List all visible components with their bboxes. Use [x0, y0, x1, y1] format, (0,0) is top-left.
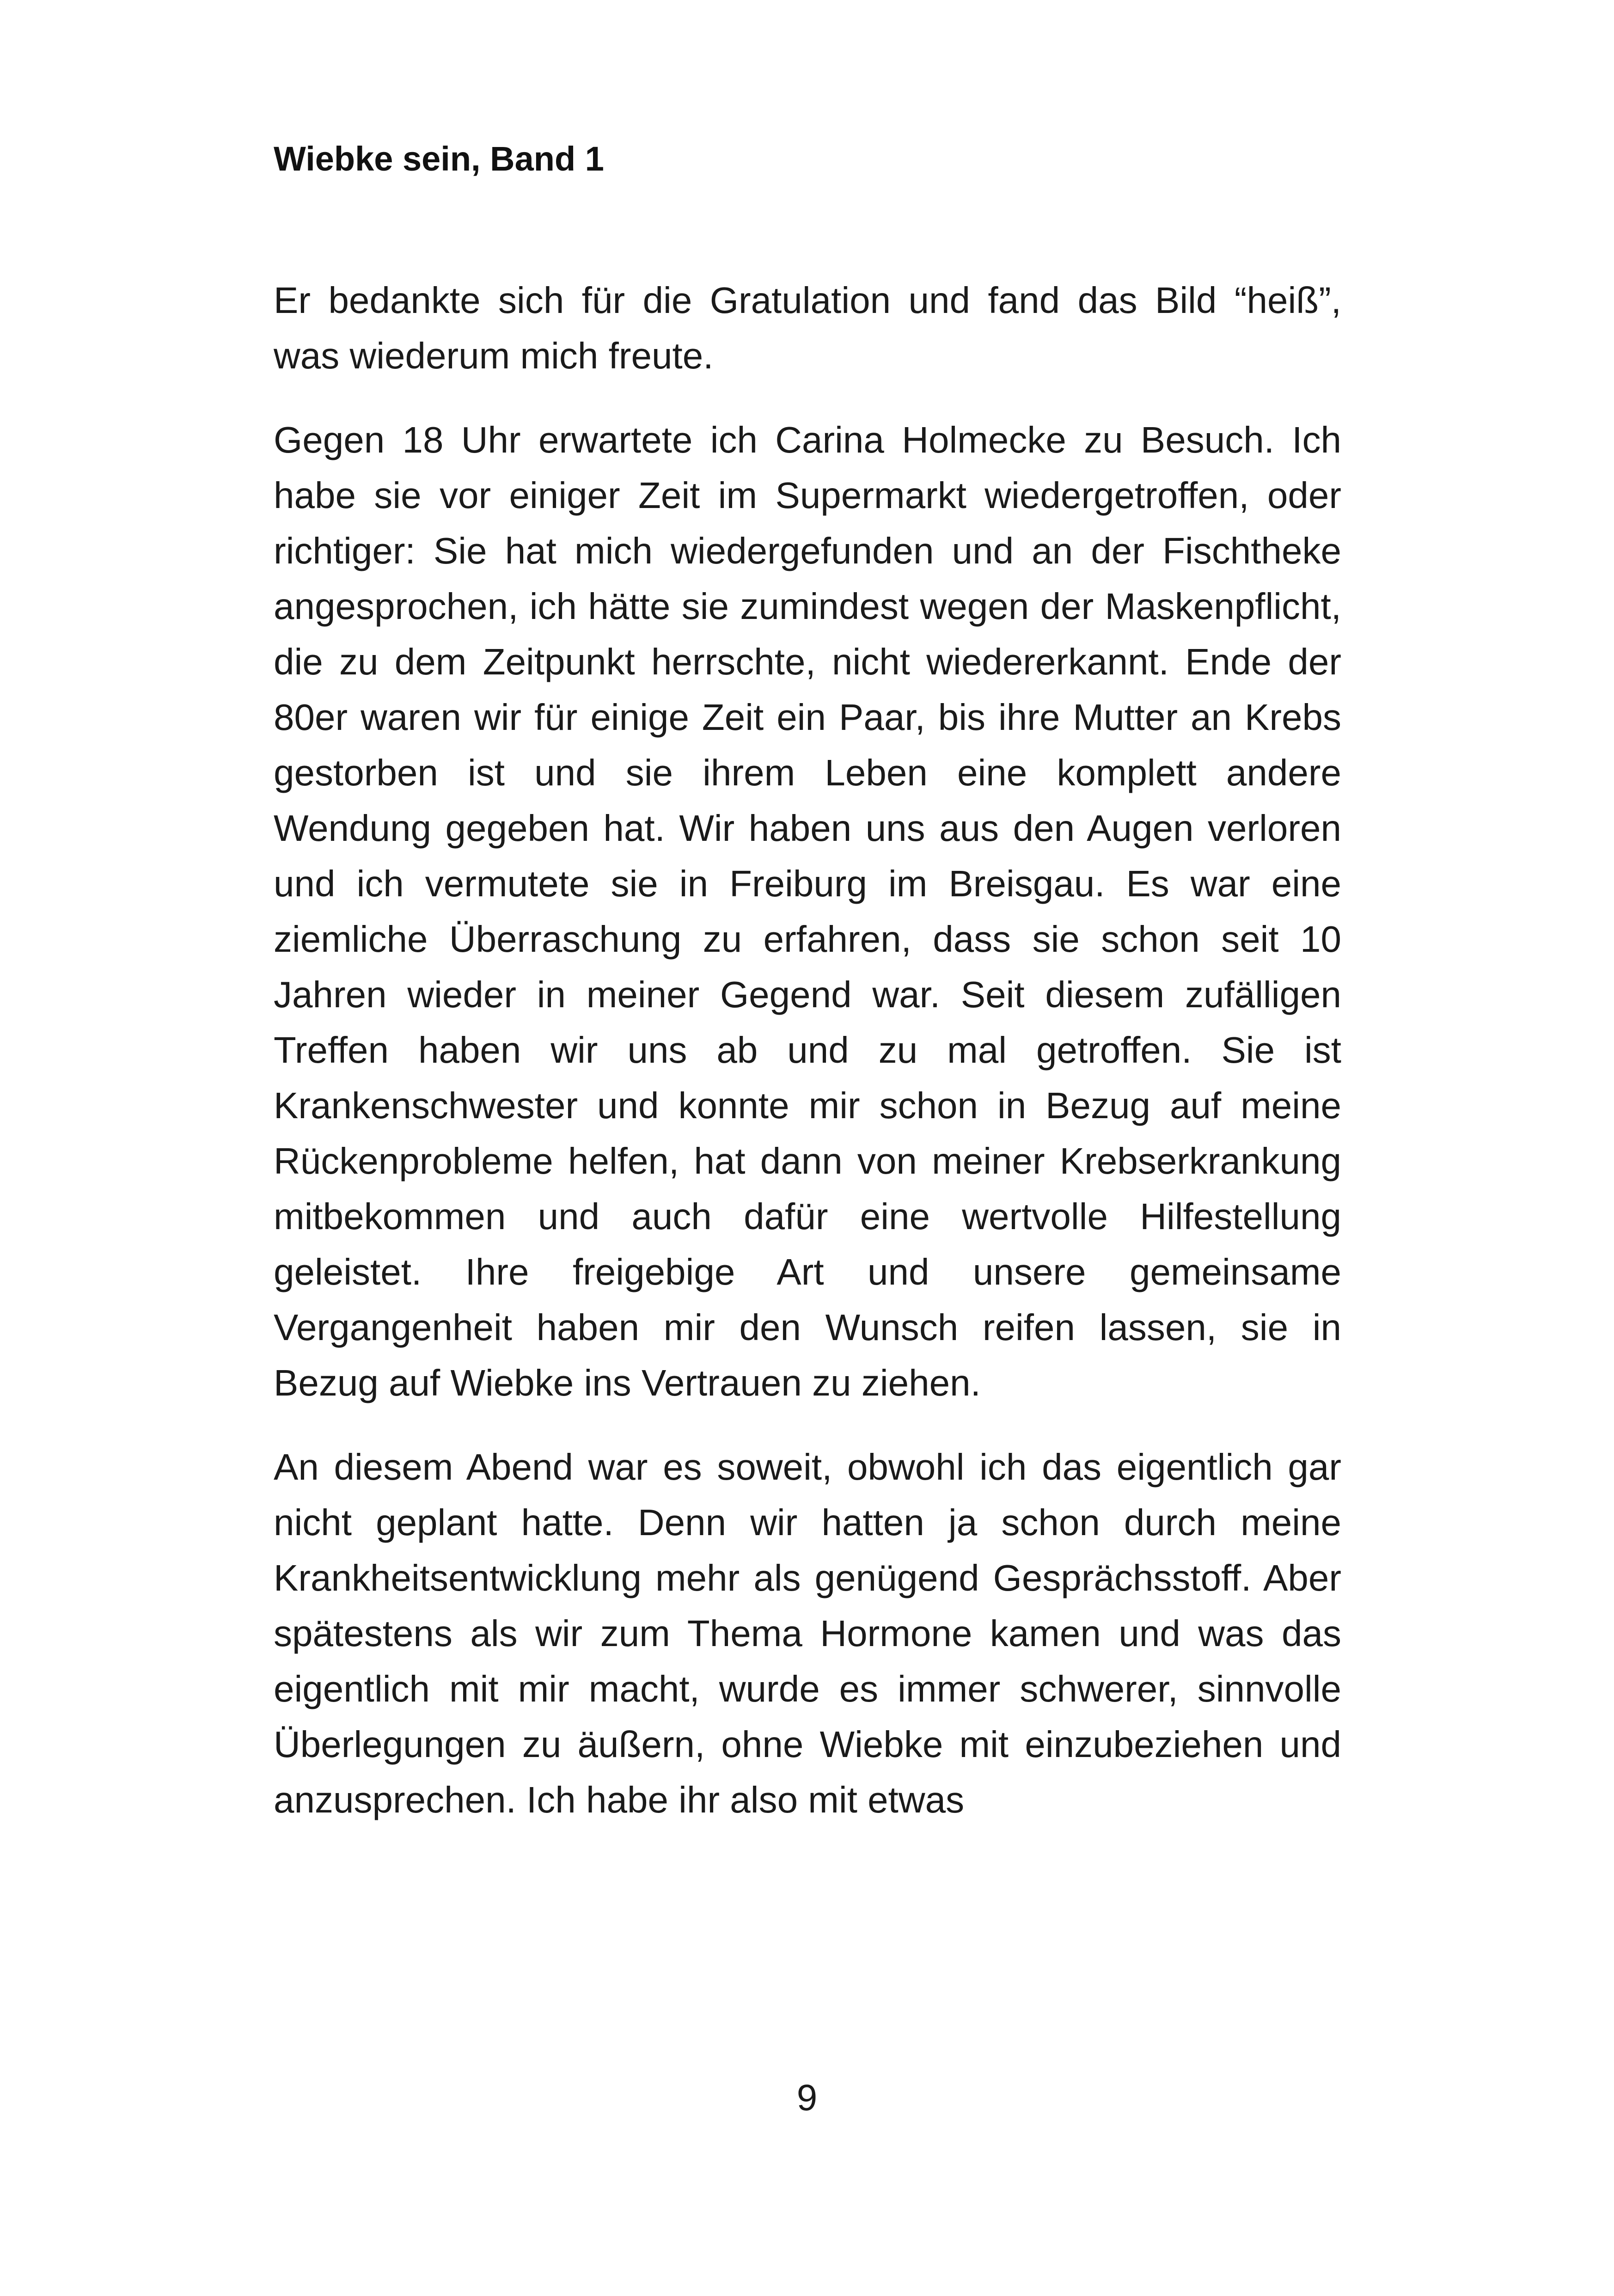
- paragraph-3: An diesem Abend war es soweit, obwohl ich das eigentlich gar nicht geplant hatte. Denn wir hatten ja schon durch meine Krankheitsentwicklung mehr als genügend Gesprächsstoff. Aber spätestens als wir zum Thema Hormone kamen und was das eigentlich mit mir macht, wurde es immer schwerer, sinnvolle Überlegungen zu äußern, ohne Wiebke mit einzubeziehen und anzusprechen. Ich habe ihr also mit etwas: [274, 1446, 1341, 1820]
- paragraph-2: Gegen 18 Uhr erwartete ich Carina Holmecke zu Besuch. Ich habe sie vor einiger Zeit im Supermarkt wiedergetroffen, oder richtiger: Sie hat mich wiedergefunden und an der Fischtheke angesprochen, ich hätte sie zumindest wegen der Maskenpflicht, die zu dem Zeitpunkt herrschte, nicht wiedererkannt. Ende der 80er waren wir für einige Zeit ein Paar, bis ihre Mutter an Krebs gestorben ist und sie ihrem Leben eine komplett andere Wendung gegeben hat. Wir haben uns aus den Augen verloren und ich vermutete sie in Freiburg im Breisgau. Es war eine ziemliche Überraschung zu erfahren, dass sie schon seit 10 Jahren wieder in meiner Gegend war. Seit diesem zufälligen Treffen haben wir uns ab und zu mal getroffen. Sie ist Krankenschwester und konnte mir schon in Bezug auf meine Rückenprobleme helfen, hat dann von meiner Krebserkrankung mitbekommen und auch dafür eine wertvolle Hilfestellung geleistet. Ihre freigebige Art und unsere gemeinsame Vergangenheit haben mir den Wunsch reifen lassen, sie in Bezug auf Wiebke ins Vertrauen zu ziehen.: [274, 419, 1341, 1403]
- page-number: 9: [796, 2077, 818, 2118]
- paragraph-1: Er bedankte sich für die Gratulation und fand das Bild “heiß”, was wiederum mich freute.: [274, 280, 1341, 376]
- running-header-title: Wiebke sein, Band 1: [274, 140, 604, 178]
- body-text: [274, 273, 1341, 1856]
